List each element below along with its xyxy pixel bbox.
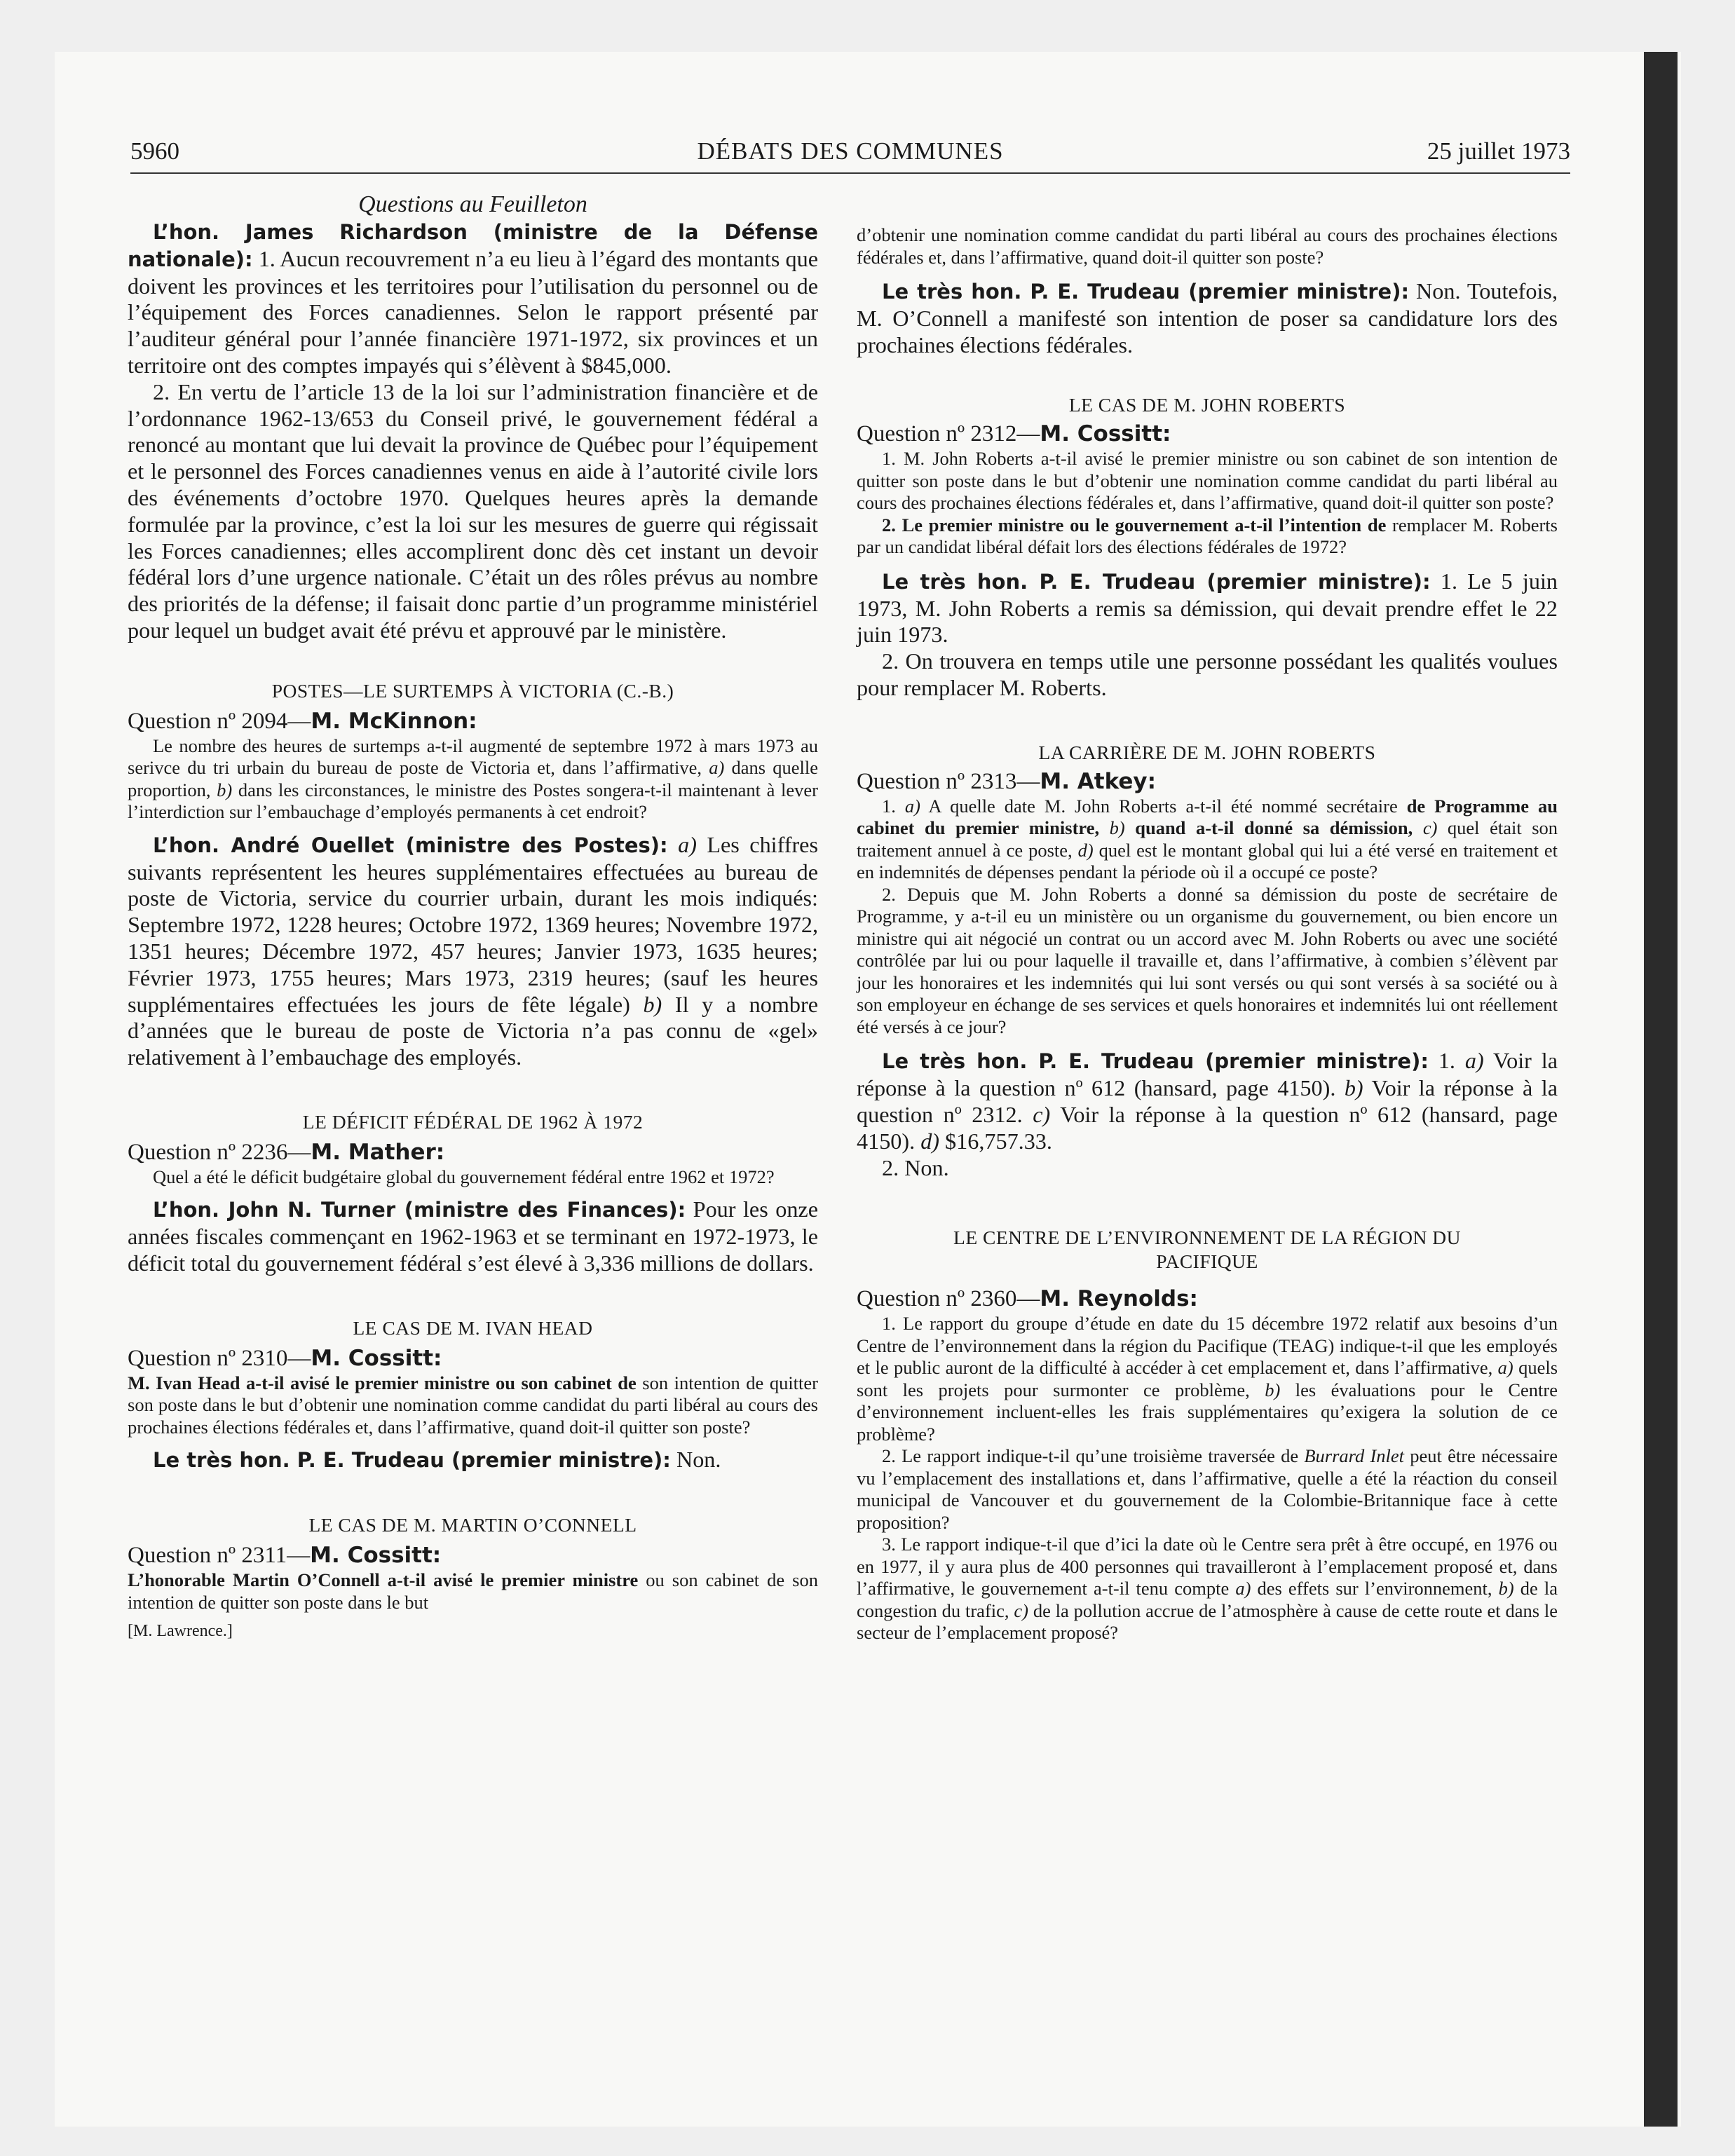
- footnote: [M. Lawrence.]: [128, 1622, 233, 1641]
- speaker: Le très hon. P. E. Trudeau (premier ministre):: [882, 569, 1431, 594]
- q-text: dans les circonstances, le ministre des Postes songera-t-il maintenant à lever l’interdiction sur l’embauchage d’employés permanents à cet endroit?: [128, 779, 818, 823]
- question-line-2311: [128, 1541, 818, 1569]
- heading-postes: POSTES—LE SURTEMPS À VICTORIA (C.-B.): [271, 679, 674, 702]
- asker: M. Cossitt:: [1040, 421, 1171, 447]
- q-text: ou son cabinet de son intention de quitter son poste dans le but: [128, 1569, 818, 1613]
- scan-edge-bar: [1644, 52, 1678, 2127]
- q-text: 2. Le rapport indique-t-il qu’une troisième traversée de: [882, 1445, 1305, 1467]
- question-text-2312-1: 1. M. John Roberts a-t-il avisé le premier ministre ou son cabinet de son intention de quitter son poste dans le but d’obtenir une nomination comme candidat du parti libéral au cours des prochaines élections fédérales et, dans l’affirmative, quand doit-il quitter son poste?: [857, 448, 1558, 514]
- item-mark: d): [1077, 839, 1094, 861]
- q-bold-text: quand a-t-il donné sa démission,: [1124, 817, 1423, 839]
- question-text-2313-1: [857, 796, 1558, 884]
- turner-answer: [128, 1196, 818, 1276]
- heading-ivan-head: LE CAS DE M. IVAN HEAD: [353, 1316, 593, 1339]
- answer-text: Non.: [670, 1447, 721, 1473]
- question-text-2236: Quel a été le déficit budgétaire global du gouvernement fédéral entre 1962 et 1972?: [153, 1166, 775, 1187]
- item-mark: c): [1422, 817, 1438, 839]
- q-text: peut être nécessaire vu l’emplacement des installations et, dans l’affirmative, quelle a été la réaction du conseil municipal de Vancouver et du gouvernement de la Colombie-Britannique face à cette proposition?: [857, 1445, 1558, 1533]
- question-text-2311: [128, 1569, 818, 1613]
- q-text: remplacer M. Roberts par un candidat libéral défait lors des élections fédérales de 1972?: [857, 514, 1558, 558]
- trudeau-answer-2310: [128, 1447, 818, 1474]
- q-text: 1.: [882, 795, 905, 817]
- speaker: L’hon. John N. Turner (ministre des Finances):: [153, 1198, 686, 1222]
- question-label: Question nº 2313—: [857, 768, 1040, 794]
- item-mark: b): [1344, 1075, 1363, 1101]
- trudeau-answer-2311: [857, 278, 1558, 358]
- question-text-2311-cont: d’obtenir une nomination comme candidat du parti libéral au cours des prochaines élections fédérales et, dans l’affirmative, quand doit-il quitter son poste?: [857, 224, 1558, 268]
- answer-text: 1.: [1428, 1048, 1465, 1074]
- speaker: Le très hon. P. E. Trudeau (premier ministre):: [153, 1448, 671, 1473]
- answer-text: Voir la réponse à la question nº 612 (hansard, page 4150).: [857, 1101, 1558, 1154]
- item-mark: a): [1497, 1357, 1513, 1379]
- question-label: Question nº 2311—: [128, 1543, 311, 1569]
- trudeau-answer-2313-2: 2. Non.: [882, 1154, 949, 1180]
- q-text: 3. Le rapport indique-t-il que d’ici la date où le Centre sera prêt à être occupé, en 1976 ou en 1977, il y aura plus de 400 personnes qui travailleront à l’emplacement proposé et, dans l’affirmative, le gouvernement a-t-il tenu compte: [857, 1534, 1558, 1599]
- question-line-2312: [857, 420, 1558, 448]
- question-text-2313-2: 2. Depuis que M. John Roberts a donné sa démission du poste de secrétaire de Programme, y a-t-il eu un ministère ou un organisme du gouvernement, ou bien encore un ministre qui ait négocié un contrat ou un accord avec M. John Roberts ou avec une société contrôlée par lui ou pour laquelle il travaille et, dans l’affirmative, à combien s’élèvent par jour les honoraires et les indemnités qui lui sont versés ou qui sont versés à sa société ou à son employeur en échange de ses services et quels honoraires et indemnités lui ont réellement été versés à ce jour?: [857, 883, 1558, 1037]
- question-label: Question nº 2312—: [857, 421, 1040, 447]
- asker: M. Mather:: [311, 1139, 445, 1165]
- item-mark: a): [1464, 1048, 1484, 1074]
- answer-text: Voir la réponse à la question nº 612 (hansard, page 4150).: [857, 1048, 1558, 1101]
- answer-text: $16,757.33.: [939, 1128, 1052, 1154]
- question-line-2360: [857, 1285, 1558, 1313]
- asker: M. Reynolds:: [1040, 1286, 1198, 1312]
- item-mark: b): [217, 779, 233, 800]
- heading-centre-line2: PACIFIQUE: [1156, 1250, 1258, 1273]
- page-number: 5960: [130, 137, 179, 165]
- running-header: [130, 137, 1570, 174]
- q-text: A quelle date M. John Roberts a-t-il été nommé secrétaire: [920, 795, 1407, 817]
- heading-carriere: LA CARRIÈRE DE M. JOHN ROBERTS: [1038, 741, 1376, 763]
- q-text: de la congestion du trafic,: [857, 1578, 1558, 1621]
- richardson-answer-p2: 2. En vertu de l’article 13 de la loi sur l’administration financière et de l’ordonnance 1962-13/653 du Conseil privé, le gouvernement fédéral a renoncé au montant que lui devait la province de Québec pour l’équipement et le personnel des Forces canadiennes venus en aide à l’autorité civile lors des événements d’octobre 1970. Quelques heures après la demande formulée par la province, c’est la loi sur les mesures de guerre qui régissait les Forces canadiennes; elles accomplirent donc dès cet instant un devoir fédéral lors d’une urgence nationale. C’était un des rôles prévus au nombre des priorités de la défense; il faisait donc partie d’un programme ministériel pour lequel un budget avait été prévu et approuvé par le ministère.: [128, 378, 818, 643]
- speaker: Le très hon. P. E. Trudeau (premier ministre):: [882, 1049, 1429, 1074]
- item-mark: d): [920, 1128, 939, 1154]
- speaker: Le très hon. P. E. Trudeau (premier ministre):: [882, 280, 1410, 303]
- question-label: Question nº 2360—: [857, 1286, 1040, 1312]
- q-text: son intention de quitter son poste dans le but d’obtenir une nomination comme candidat du parti libéral au cours des prochaines élections fédérales et, dans l’affirmative, quand doit-il quitter son poste?: [128, 1372, 818, 1438]
- question-line-2310: [128, 1344, 818, 1372]
- question-text-2094: [128, 735, 818, 824]
- item-mark: a): [709, 757, 725, 779]
- section-title: Questions au Feuilleton: [358, 191, 587, 217]
- item-mark: a): [678, 831, 697, 857]
- heading-deficit: LE DÉFICIT FÉDÉRAL DE 1962 À 1972: [302, 1110, 644, 1133]
- answer-text: Non. Toutefois, M. O’Connell a manifesté son intention de poser sa candidature lors des prochaines élections fédérales.: [857, 278, 1558, 357]
- q-text: des effets sur l’environnement,: [1251, 1578, 1499, 1599]
- question-label: Question nº 2094—: [128, 708, 311, 734]
- answer-text: Voir la réponse à la question nº 2312.: [857, 1075, 1558, 1127]
- q-text: quel était son traitement annuel à ce poste,: [857, 817, 1558, 861]
- heading-roberts: LE CAS DE M. JOHN ROBERTS: [1068, 394, 1346, 416]
- asker: M. Cossitt:: [310, 1543, 442, 1569]
- item-mark: c): [1014, 1599, 1028, 1621]
- q-text: 1. Le rapport du groupe d’étude en date du 15 décembre 1972 relatif aux besoins d’un Centre de l’environnement dans la région du Pacifique (TEAG) indique-t-il que les employés et le public auront de la difficulté à accéder à cet emplacement et, dans l’affirmative,: [857, 1313, 1558, 1379]
- question-text-2360-2: [857, 1445, 1558, 1534]
- item-mark: c): [1033, 1101, 1051, 1127]
- trudeau-answer-2313: [857, 1048, 1558, 1154]
- q-bold-text: L’honorable Martin O’Connell a-t-il avisé le premier ministre: [128, 1569, 639, 1591]
- q-bold-text: M. Ivan Head a-t-il avisé le premier ministre ou son cabinet de: [128, 1372, 637, 1393]
- answer-text: Il y a nombre d’années que le bureau de poste de Victoria n’a pas connu de «gel» relativement à l’embauchage des employés.: [128, 991, 818, 1070]
- q-text: dans quelle proportion,: [128, 757, 819, 800]
- publication-title: DÉBATS DES COMMUNES: [697, 137, 1004, 165]
- question-label: Question nº 2236—: [128, 1139, 311, 1165]
- q-text: quels sont les projets pour surmonter ce problème,: [857, 1357, 1558, 1400]
- speaker: L’hon. James Richardson (ministre de la Défense nationale):: [128, 220, 818, 271]
- asker: M. Atkey:: [1040, 768, 1157, 794]
- richardson-answer-p1: [128, 219, 818, 379]
- question-line-2313: [857, 767, 1558, 796]
- italic-text: Burrard Inlet: [1304, 1445, 1405, 1467]
- item-mark: a): [904, 795, 920, 817]
- trudeau-answer-2312-2: 2. On trouvera en temps utile une personne possédant les qualités voulues pour remplacer M. Roberts.: [857, 648, 1558, 701]
- answer-text: Pour les onze années fiscales commençant en 1962-1963 et se terminant en 1972-1973, le déficit total du gouvernement fédéral s’est élevé à 3,336 millions de dollars.: [128, 1196, 818, 1276]
- right-column: [857, 191, 1558, 1644]
- q-text: les évaluations pour le Centre d’environnement incluent-elles les frais supplémentaires qu’exigera la solution de ce problème?: [857, 1379, 1558, 1445]
- question-line-2094: [128, 707, 818, 735]
- question-text-2310: [128, 1372, 818, 1439]
- question-text-2360-3: [857, 1534, 1558, 1644]
- item-mark: b): [1265, 1379, 1281, 1400]
- left-column: [128, 191, 818, 1641]
- speaker: L’hon. André Ouellet (ministre des Postes):: [153, 833, 668, 857]
- answer-text: 1. Aucun recouvrement n’a eu lieu à l’égard des montants que doivent les provinces et les territoires pour l’utilisation du personnel ou de l’équipement des Forces canadiennes. Selon le rapport présenté par l’auditeur général pour l’année financière 1971-1972, six provinces et un territoire ont des comptes impayés qui s’élèvent à $845,000.: [128, 245, 818, 378]
- question-label: Question nº 2310—: [128, 1345, 311, 1371]
- q-bold-text: de Programme au cabinet du premier ministre,: [857, 795, 1558, 839]
- q-text: Le nombre des heures de surtemps a-t-il augmenté de septembre 1972 à mars 1973 au serivce du tri urbain du bureau de poste de Victoria et, dans l’affirmative,: [128, 735, 818, 779]
- question-text-2312-2: [857, 514, 1558, 559]
- item-mark: b): [1109, 817, 1125, 839]
- question-text-2360-1: [857, 1313, 1558, 1445]
- heading-oconnell: LE CAS DE M. MARTIN O’CONNELL: [308, 1514, 637, 1536]
- question-line-2236: [128, 1138, 818, 1166]
- q-bold-text: 2. Le premier ministre ou le gouvernement a-t-il l’intention de: [882, 514, 1387, 535]
- item-mark: b): [643, 991, 662, 1017]
- asker: M. McKinnon:: [311, 708, 477, 734]
- ouellet-answer: [128, 832, 818, 1071]
- q-text: quel est le montant global qui lui a été versé en traitement et en indemnités de dépenses pendant la période où il a occupé ce poste?: [857, 839, 1558, 883]
- heading-centre-line1: LE CENTRE DE L’ENVIRONNEMENT DE LA RÉGION DU: [953, 1227, 1461, 1249]
- issue-date: 25 juillet 1973: [1427, 137, 1570, 165]
- item-mark: b): [1498, 1578, 1514, 1599]
- item-mark: a): [1235, 1578, 1251, 1599]
- q-text: de la pollution accrue de l’atmosphère à cause de cette route et dans le secteur de l’emplacement proposé?: [857, 1599, 1558, 1644]
- trudeau-answer-2312-1: [857, 568, 1558, 648]
- asker: M. Cossitt:: [311, 1345, 442, 1371]
- answer-text: Les chiffres suivants représentent les heures supplémentaires effectuées au bureau de poste de Victoria, service du courrier urbain, durant les mois indiqués: Septembre 1972, 1228 heures; Octobre 1972, 1369 heures; Novembre 1972, 1351 heures; Décembre 1972, 457 heures; Janvier 1973, 1635 heures; Février 1973, 1755 heures; Mars 1973, 2319 heures; (sauf les heures supplémentaires effectuées les jours de fête légale): [128, 831, 818, 1017]
- answer-text: 1. Le 5 juin 1973, M. John Roberts a remis sa démission, qui devait prendre effet le 22 juin 1973.: [857, 568, 1558, 648]
